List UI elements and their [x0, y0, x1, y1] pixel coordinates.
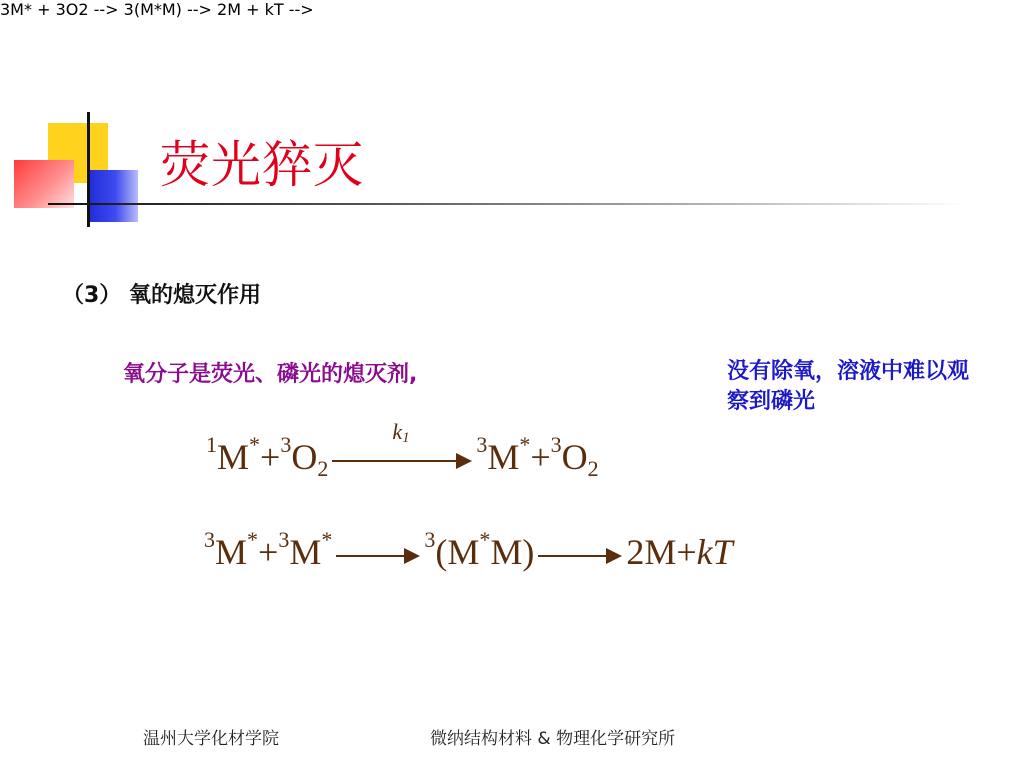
eq2-mult1: 3: [204, 527, 215, 552]
eq2-arrow1-icon: [336, 546, 420, 566]
eq2-product: 2M: [626, 532, 677, 572]
eq1-lhs-mult1: 1: [206, 432, 217, 457]
eq2-mult3: 3: [424, 527, 436, 552]
note-deoxygenation: 没有除氧，溶液中难以观察到磷光: [727, 359, 970, 414]
decor-vertical-line: [87, 112, 90, 227]
eq2-arrow2-icon: [538, 546, 622, 566]
eq1-rhs-species2: O: [561, 437, 588, 477]
eq2-species2: M: [289, 532, 322, 572]
eq1-star2: *: [519, 432, 531, 457]
decor-blue-square: [88, 170, 138, 222]
eq1-rhs-mult2: 3: [550, 432, 562, 457]
eq1-rate-constant: $k_1$: [392, 418, 410, 446]
eq1-star1: *: [249, 432, 261, 457]
eq1-plus1: +: [260, 437, 281, 477]
eq1-rhs-species1: M: [487, 437, 520, 477]
footer-institution: 温州大学化材学院: [143, 729, 279, 749]
eq1-lhs-species1: M: [217, 437, 250, 477]
eq2-k: k: [696, 532, 713, 572]
eq1-lhs-mult2: 3: [280, 432, 292, 457]
slide-title: 荧光猝灭: [160, 136, 364, 194]
eq1-lhs-sub2: 2: [317, 456, 329, 481]
eq2-T: T: [712, 532, 733, 572]
eq2-star2: *: [321, 527, 333, 552]
section-subheading: （3） 氧的熄灭作用: [62, 283, 261, 308]
eq2-mult2: 3: [278, 527, 290, 552]
eq2-intermediate-open: (M: [435, 532, 480, 572]
eq2-species1: M: [215, 532, 248, 572]
eq1-reaction-arrow-icon: [332, 418, 472, 471]
equation-oxygen-quenching: [206, 418, 599, 481]
title-underline: [48, 203, 968, 205]
eq1-rhs-sub2: 2: [587, 456, 599, 481]
equation-triplet-annihilation: [204, 527, 733, 573]
eq2-plus2: +: [676, 532, 697, 572]
eq2-intermediate-close: M): [490, 532, 535, 572]
eq1-plus2: +: [530, 437, 551, 477]
eq2-star1: *: [247, 527, 259, 552]
decor-red-square: [14, 160, 74, 208]
note-oxygen-quencher: 氧分子是荧光、磷光的熄灭剂,: [123, 362, 418, 387]
eq1-rhs-mult1: 3: [476, 432, 488, 457]
eq1-lhs-species2: O: [291, 437, 318, 477]
eq2-star3: *: [479, 527, 491, 552]
footer-institute: 微纳结构材料 & 物理化学研究所: [430, 729, 676, 749]
eq2-plus1: +: [258, 532, 279, 572]
